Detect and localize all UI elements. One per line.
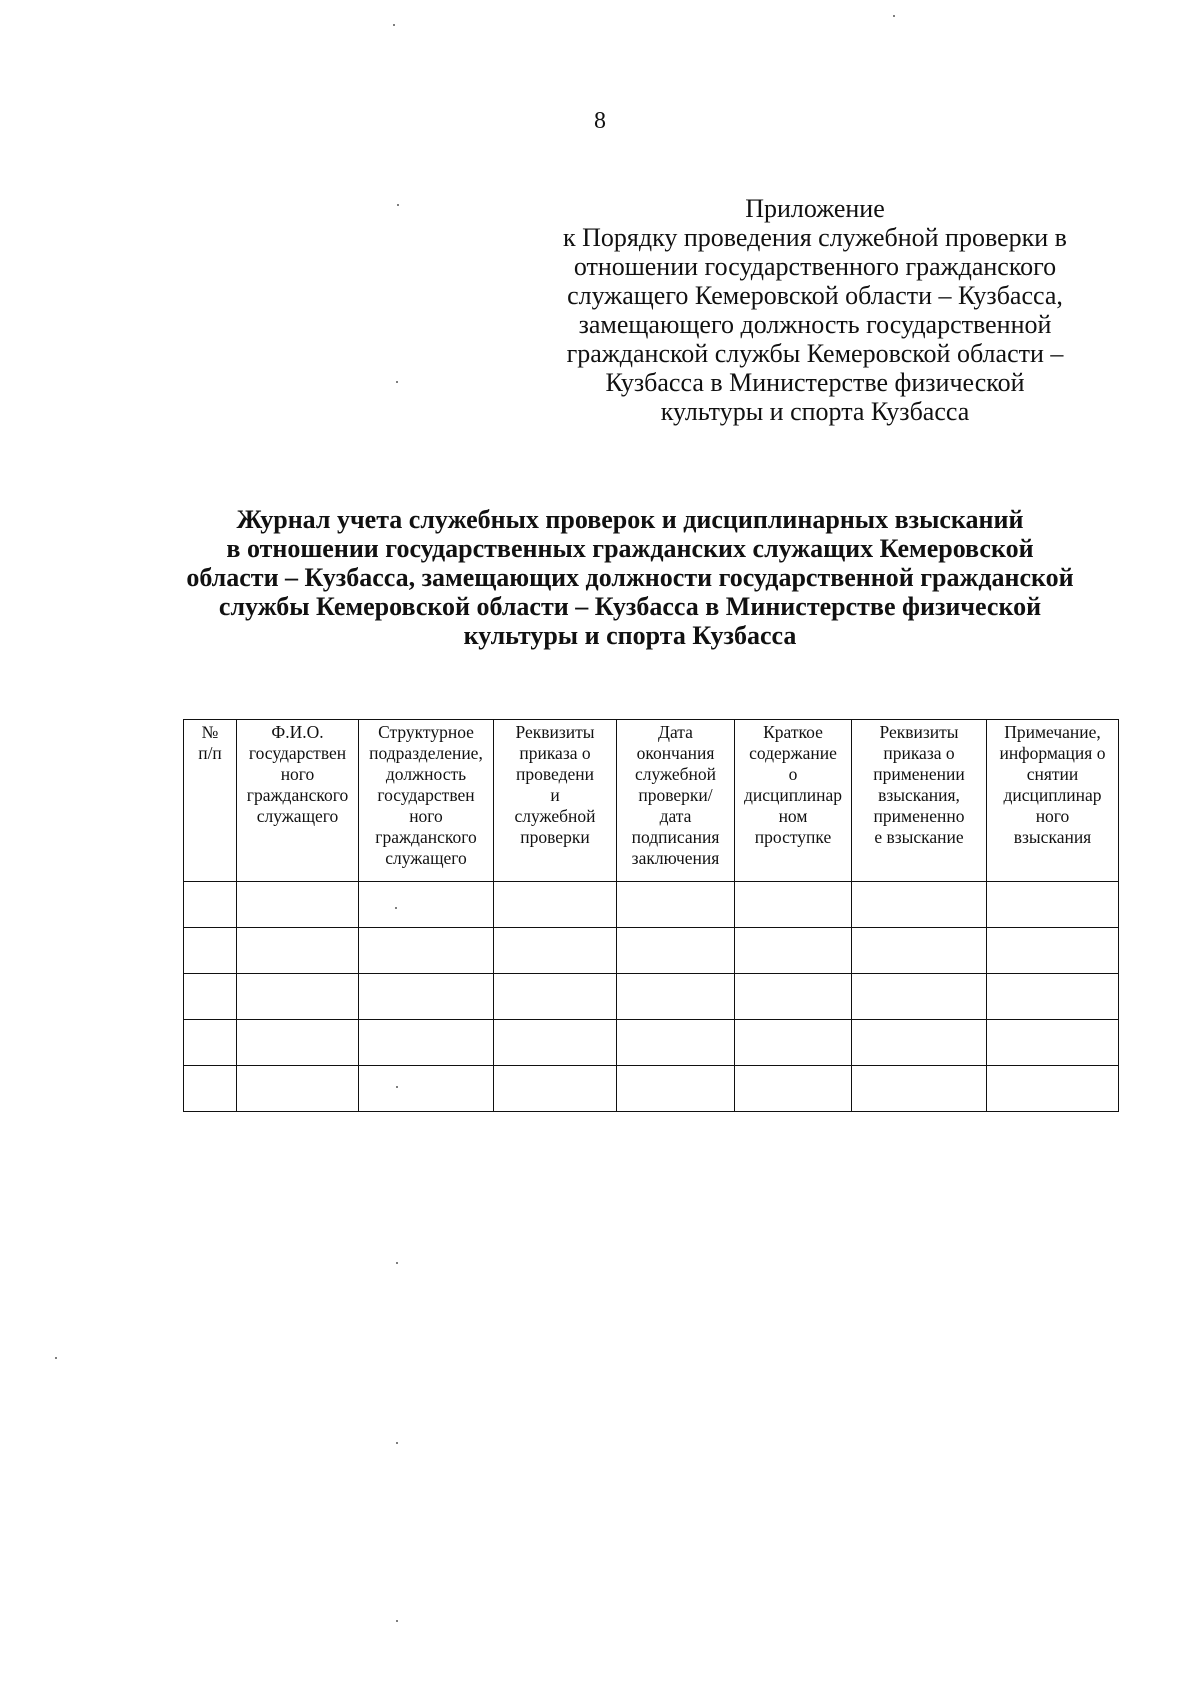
header-text: и <box>550 785 560 805</box>
header-text: дисциплинар <box>1003 785 1102 805</box>
table-cell <box>735 1020 852 1066</box>
header-text: заключения <box>631 848 720 868</box>
title-line: области – Кузбасса, замещающих должности государственной гражданской <box>186 563 1074 592</box>
table-cell <box>852 1020 987 1066</box>
appendix-line: к Порядку проведения служебной проверки в <box>563 223 1067 252</box>
header-text: взыскания <box>1013 827 1092 847</box>
header-text: Примечание, <box>1004 722 1101 742</box>
header-text: взыскания, <box>878 785 960 805</box>
scan-speck <box>396 381 398 383</box>
header-text: № <box>201 722 219 742</box>
table-cell <box>852 928 987 974</box>
header-text: п/п <box>198 743 222 763</box>
header-cell-department-position <box>359 720 494 882</box>
table-row <box>184 1066 1119 1112</box>
table-cell <box>494 974 617 1020</box>
table-cell <box>359 1020 494 1066</box>
scan-speck <box>55 1357 57 1359</box>
header-text: служебной <box>514 806 596 826</box>
page-number: 8 <box>594 108 606 134</box>
header-text: Структурное <box>378 722 474 742</box>
header-text: приказа о <box>519 743 591 763</box>
table-cell <box>987 1066 1119 1112</box>
scan-speck <box>396 1086 398 1088</box>
table-cell <box>494 1020 617 1066</box>
table-cell <box>617 974 735 1020</box>
table-cell <box>987 1020 1119 1066</box>
table-cell <box>987 928 1119 974</box>
header-cell-offense-summary <box>735 720 852 882</box>
appendix-line: гражданской службы Кемеровской области – <box>566 339 1064 368</box>
header-text: окончания <box>636 743 715 763</box>
title-line: культуры и спорта Кузбасса <box>463 621 797 650</box>
title-line: Журнал учета служебных проверок и дисциплинарных взысканий <box>236 505 1024 534</box>
header-text: проверки/ <box>638 785 713 805</box>
table-cell <box>735 928 852 974</box>
header-cell-inspection-order <box>494 720 617 882</box>
journal-table-body <box>184 882 1119 1112</box>
header-text: Ф.И.О. <box>271 722 324 742</box>
header-text: снятии <box>1026 764 1079 784</box>
title-line: в отношении государственных гражданских служащих Кемеровской <box>226 534 1034 563</box>
header-text: применении <box>873 764 965 784</box>
table-cell <box>494 928 617 974</box>
table-cell <box>359 882 494 928</box>
table-cell <box>735 974 852 1020</box>
scan-speck <box>393 24 395 26</box>
table-cell <box>494 1066 617 1112</box>
appendix-line: Кузбасса в Министерстве физической <box>605 368 1025 397</box>
header-cell-penalty-order <box>852 720 987 882</box>
header-text: Реквизиты <box>515 722 595 742</box>
table-cell <box>735 882 852 928</box>
table-cell <box>987 882 1119 928</box>
header-text: приказа о <box>883 743 955 763</box>
table-cell <box>184 928 237 974</box>
table-cell <box>987 974 1119 1020</box>
table-row <box>184 882 1119 928</box>
scan-speck <box>396 1442 398 1444</box>
table-cell <box>617 1020 735 1066</box>
scan-speck <box>397 204 399 206</box>
table-cell <box>852 1066 987 1112</box>
header-cell-number <box>184 720 237 882</box>
table-header-row <box>184 720 1119 882</box>
table-cell <box>735 1066 852 1112</box>
journal-title <box>170 505 1090 650</box>
table-cell <box>359 928 494 974</box>
header-cell-note <box>987 720 1119 882</box>
table-cell <box>852 974 987 1020</box>
header-text: должность <box>385 764 467 784</box>
table-cell <box>494 882 617 928</box>
header-text: государствен <box>248 743 347 763</box>
table-cell <box>237 1020 359 1066</box>
table-cell <box>359 1066 494 1112</box>
appendix-line: замещающего должность государственной <box>578 310 1052 339</box>
header-text: ного <box>1035 806 1070 826</box>
header-text: подписания <box>631 827 720 847</box>
header-text: Краткое <box>763 722 823 742</box>
header-cell-full-name <box>237 720 359 882</box>
table-cell <box>184 974 237 1020</box>
table-cell <box>184 1020 237 1066</box>
table-row <box>184 1020 1119 1066</box>
scan-speck <box>893 15 895 17</box>
appendix-line: Приложение <box>745 194 885 223</box>
appendix-line: служащего Кемеровской области – Кузбасса, <box>567 281 1063 310</box>
table-cell <box>359 974 494 1020</box>
table-cell <box>237 928 359 974</box>
header-text: содержание <box>749 743 837 763</box>
header-text: служащего <box>385 848 467 868</box>
table-cell <box>237 974 359 1020</box>
header-text: государствен <box>377 785 475 805</box>
table-cell <box>184 882 237 928</box>
table-cell <box>237 882 359 928</box>
header-cell-completion-date <box>617 720 735 882</box>
scan-speck <box>395 907 397 909</box>
table-row <box>184 928 1119 974</box>
header-text: о <box>788 764 798 784</box>
table-cell <box>617 1066 735 1112</box>
table-row <box>184 974 1119 1020</box>
header-text: информация о <box>999 743 1106 763</box>
title-line: службы Кемеровской области – Кузбасса в Министерстве физической <box>218 592 1042 621</box>
header-text: подразделение, <box>369 743 483 763</box>
table-cell <box>617 882 735 928</box>
scan-speck <box>396 1262 398 1264</box>
header-text: дата <box>659 806 692 826</box>
header-text: примененно <box>873 806 965 826</box>
appendix-line: отношении государственного гражданского <box>573 252 1057 281</box>
header-text: ного <box>409 806 443 826</box>
header-text: ном <box>778 806 808 826</box>
table-cell <box>237 1066 359 1112</box>
header-text: гражданского <box>375 827 477 847</box>
header-text: проступке <box>754 827 832 847</box>
appendix-reference <box>545 194 1085 426</box>
header-text: служебной <box>634 764 717 784</box>
header-text: Реквизиты <box>879 722 959 742</box>
appendix-line: культуры и спорта Кузбасса <box>660 397 970 426</box>
header-text: проверки <box>520 827 590 847</box>
table-cell <box>184 1066 237 1112</box>
journal-table <box>183 719 1119 1112</box>
header-text: е взыскание <box>874 827 964 847</box>
header-text: гражданского <box>246 785 349 805</box>
header-text: служащего <box>256 806 339 826</box>
table-cell <box>617 928 735 974</box>
header-text: проведени <box>516 764 594 784</box>
scan-speck <box>396 1620 398 1622</box>
header-text: Дата <box>658 722 693 742</box>
table-cell <box>852 882 987 928</box>
header-text: дисциплинар <box>743 785 843 805</box>
header-text: ного <box>280 764 315 784</box>
